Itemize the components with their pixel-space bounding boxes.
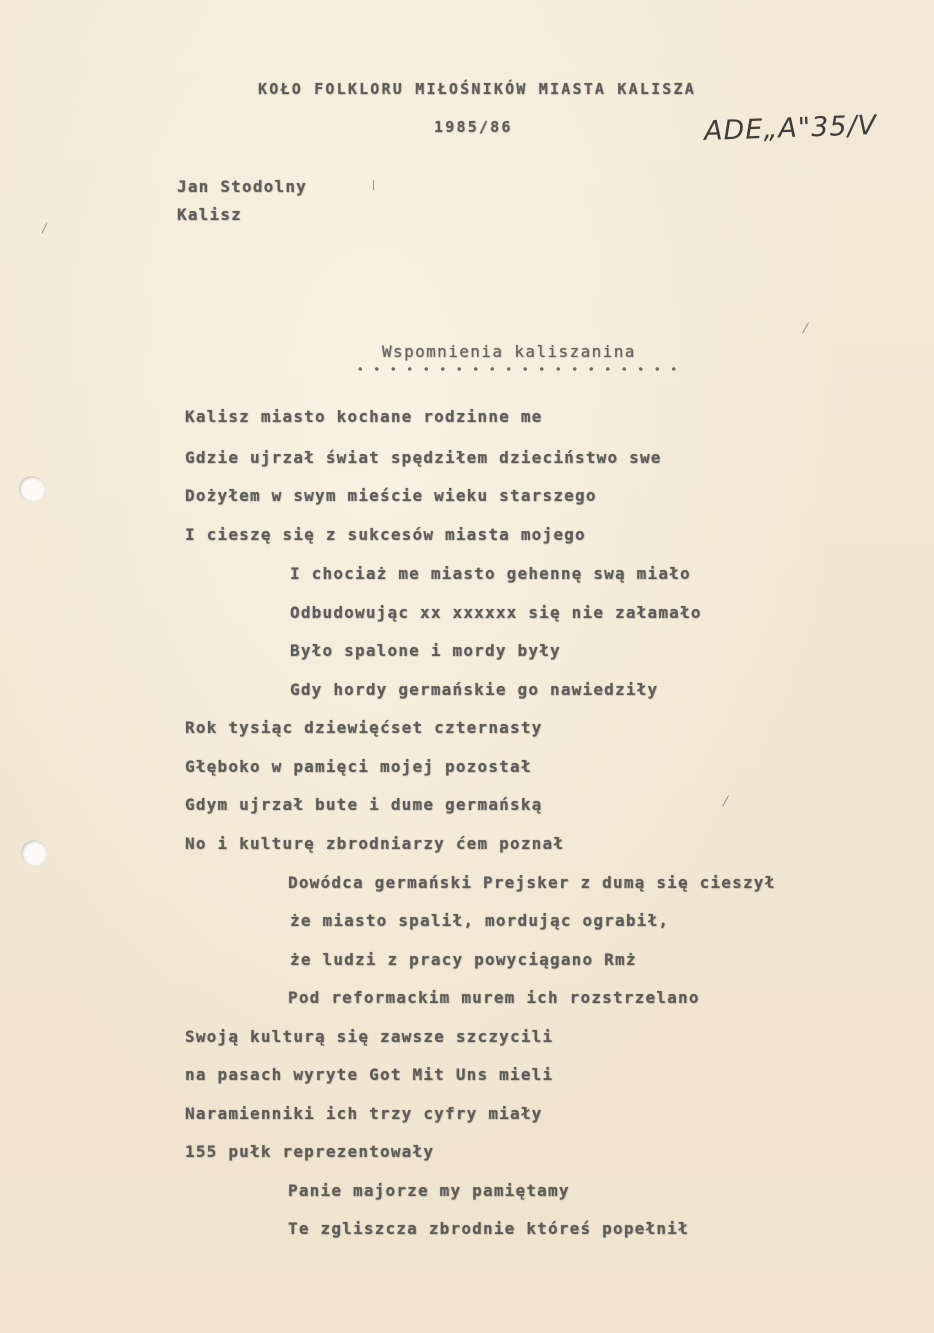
organization-header: KOŁO FOLKLORU MIŁOŚNIKÓW MIASTA KALISZA [258,80,696,98]
poem-line: I cieszę się z sukcesów miasta mojego [185,525,586,544]
poem-line: Naramienniki ich trzy cyfry miały [185,1104,543,1123]
archive-signature-text: ADE„A"35/V [703,109,878,148]
poem-line: Dożyłem w swym mieście wieku starszego [185,486,597,505]
poem-line: Gdzie ujrzał świat spędziłem dzieciństwo swe [185,448,662,467]
poem-line: Gdym ujrzał bute i dume germańską [185,795,543,814]
poem-line: Głęboko w pamięci mojej pozostał [185,757,532,776]
paper-mark [42,222,48,233]
poem-line: że miasto spalił, mordując ograbił, [290,911,670,930]
poem-line: Dowódca germański Prejsker z dumą się cieszył [288,873,776,892]
poem-line: Rok tysiąc dziewięćset czternasty [185,718,543,737]
poem-line: No i kulturę zbrodniarzy ćem poznał [185,834,565,853]
title-underline [352,364,686,374]
poem-line: Panie majorze my pamiętamy [288,1181,570,1200]
poem-line: 155 pułk reprezentowały [185,1142,435,1161]
poem-line: Te zgliszcza zbrodnie któreś popełnił [288,1219,689,1238]
paper-mark [373,180,374,190]
paper-mark [722,796,729,807]
year-header: 1985/86 [434,118,513,136]
poem-line: Odbudowując xx xxxxxx się nie załamało [290,603,702,622]
poem-line: na pasach wyryte Got Mit Uns mieli [185,1065,554,1084]
poem-line: Gdy hordy germańskie go nawiedziły [290,680,659,699]
poem-line: Swoją kulturą się zawsze szczycili [185,1027,554,1046]
punch-hole-upper [19,476,45,502]
paper-mark [802,323,809,334]
poem-line: Kalisz miasto kochane rodzinne me [185,407,543,426]
punch-hole-lower [21,840,47,866]
poem-line: I chociaż me miasto gehennę swą miało [290,564,691,583]
poem-line: Pod reformackim murem ich rozstrzelano [288,988,700,1007]
poem-line: że ludzi z pracy powyciągano Rmż [290,950,637,969]
poem-title: Wspomnienia kaliszanina [382,342,636,361]
author-name: Jan Stodolny [177,177,307,196]
poem-line: Było spalone i mordy były [290,641,561,660]
author-city: Kalisz [177,205,242,224]
archive-signature-mark [704,110,878,147]
